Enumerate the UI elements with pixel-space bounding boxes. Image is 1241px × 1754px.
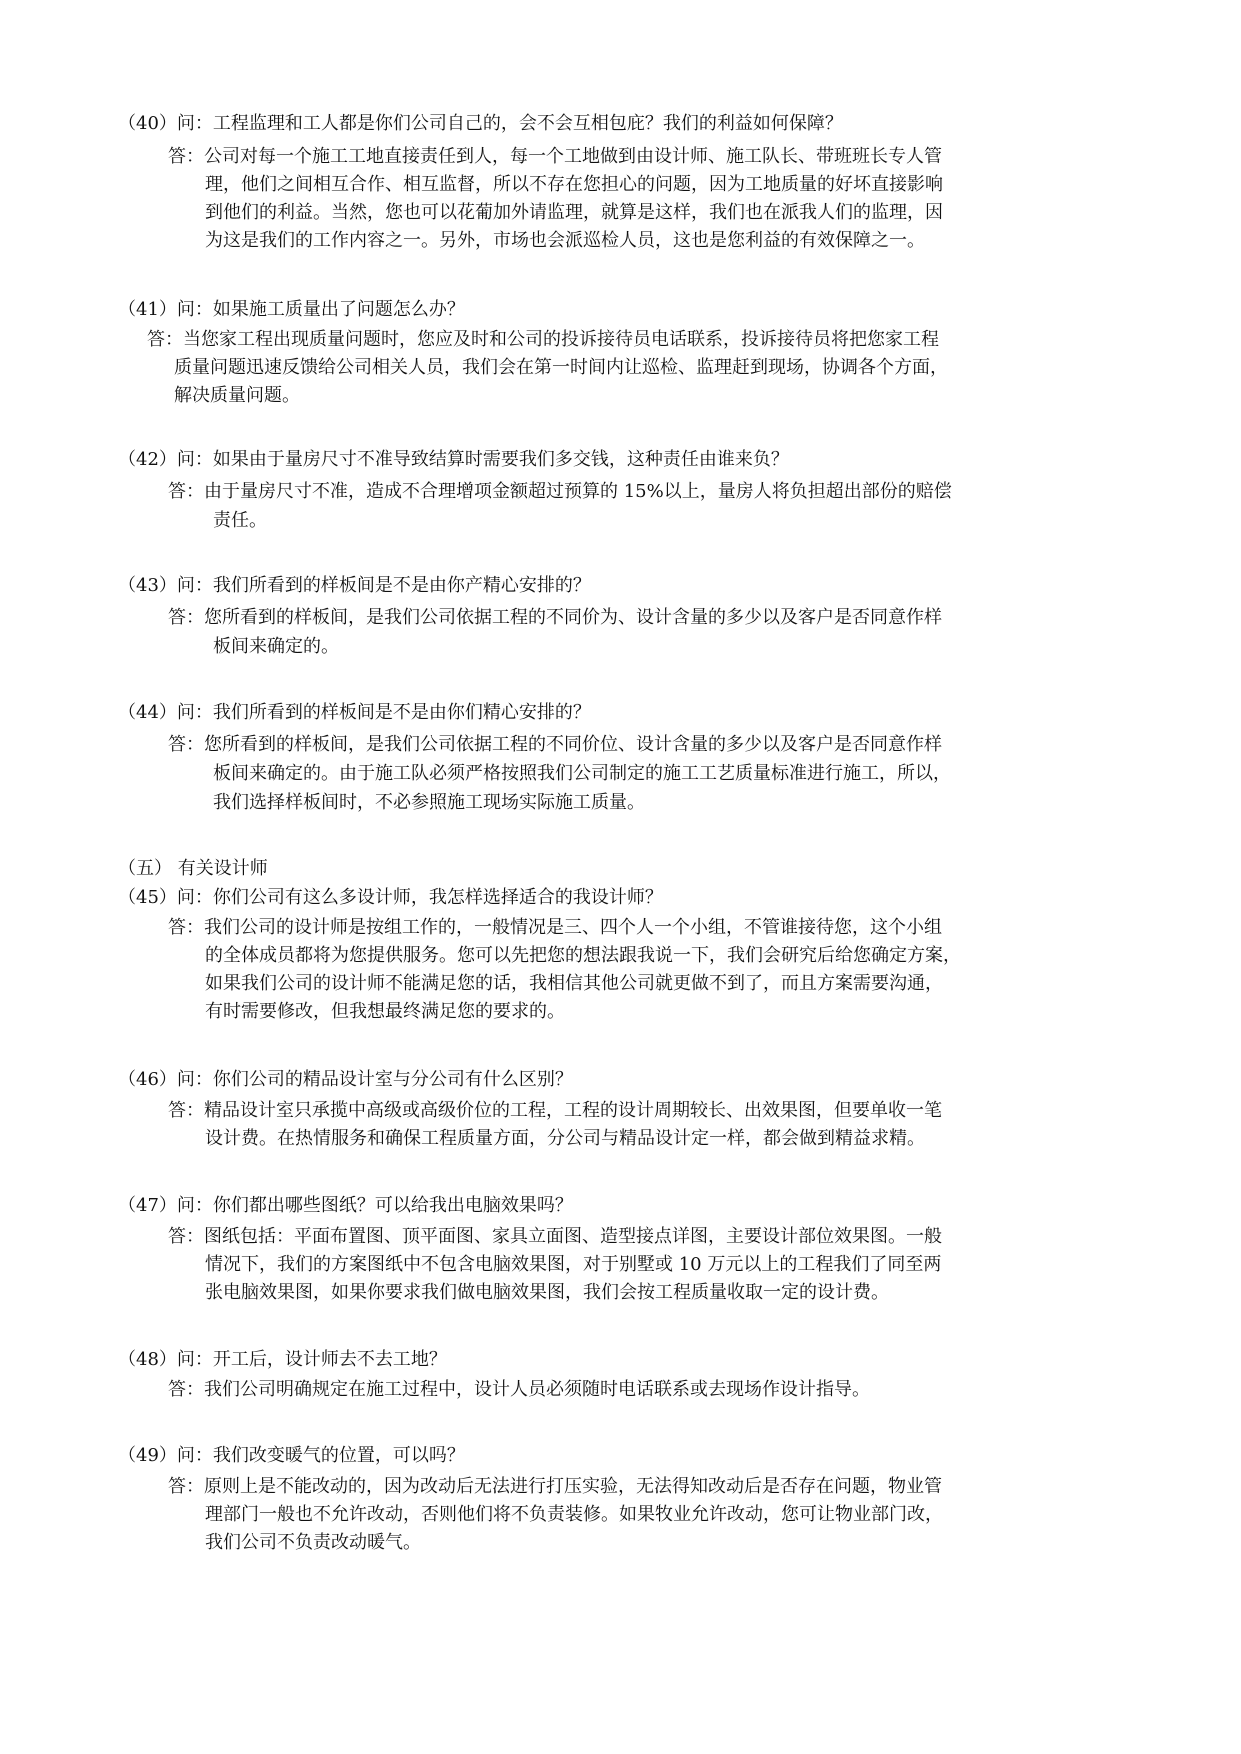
answer-line xyxy=(205,1251,941,1279)
answer-line xyxy=(213,789,645,817)
question-line xyxy=(118,572,591,600)
answer-text: 精品设计室只承揽中高级或高级价位的工程，工程的设计周期较长、出效果图，但要单收一笔 xyxy=(204,1100,942,1121)
answer-line xyxy=(168,1097,942,1125)
answer-line xyxy=(205,998,565,1026)
answer-text: 您所看到的样板间，是我们公司依据工程的不同价位、设计含量的多少以及客户是否同意作样 xyxy=(204,734,942,755)
answer-text: 公司对每一个施工工地直接责任到人，每一个工地做到由设计师、施工队长、带班班长专人管 xyxy=(204,146,942,167)
answer-line xyxy=(205,970,943,998)
section-title: 有关设计师 xyxy=(177,858,268,879)
answer-text: 我们公司明确规定在施工过程中，设计人员必须随时电话联系或去现场作设计指导。 xyxy=(204,1379,870,1400)
question-label: 问： xyxy=(176,702,213,723)
item-number: （48） xyxy=(118,1349,177,1370)
answer-label: 答： xyxy=(168,607,204,628)
question-label: 问： xyxy=(176,575,213,596)
answer-line xyxy=(168,1473,942,1501)
item-number: （40） xyxy=(118,113,177,134)
answer-line xyxy=(168,604,942,632)
question-line xyxy=(118,1346,447,1374)
answer-line xyxy=(213,760,951,788)
question-label: 问： xyxy=(176,299,213,320)
answer-text: 板间来确定的。 xyxy=(213,636,339,657)
answer-text: 由于量房尺寸不准，造成不合理增项金额超过预算的 15%以上，量房人将负担超出部份的赔偿 xyxy=(204,481,952,502)
answer-text: 情况下，我们的方案图纸中不包含电脑效果图，对于别墅或 10 万元以上的工程我们了同至两 xyxy=(205,1254,942,1275)
answer-text: 我们公司不负责改动暖气。 xyxy=(205,1532,421,1553)
answer-text: 当您家工程出现质量问题时，您应及时和公司的投诉接待员电话联系，投诉接待员将把您家工程 xyxy=(183,329,939,350)
answer-text: 您所看到的样板间，是我们公司依据工程的不同价为、设计含量的多少以及客户是否同意作样 xyxy=(204,607,942,628)
question-line xyxy=(118,884,663,912)
answer-text: 如果我们公司的设计师不能满足您的话，我相信其他公司就更做不到了，而且方案需要沟通， xyxy=(205,973,943,994)
answer-line xyxy=(168,478,952,506)
question-text: 我们所看到的样板间是不是由你产精心安排的？ xyxy=(212,575,591,596)
answer-text: 质量问题迅速反馈给公司相关人员，我们会在第一时间内让巡检、监理赶到现场，协调各个方面， xyxy=(174,357,948,378)
item-number: （44） xyxy=(118,702,177,723)
answer-label: 答： xyxy=(168,734,204,755)
answer-line xyxy=(205,227,925,255)
answer-text: 原则上是不能改动的，因为改动后无法进行打压实验，无法得知改动后是否存在问题，物业管 xyxy=(204,1476,942,1497)
answer-line xyxy=(168,1376,870,1404)
answer-label: 答： xyxy=(147,329,183,350)
question-text: 你们都出哪些图纸？可以给我出电脑效果吗？ xyxy=(212,1195,573,1216)
answer-line xyxy=(205,1279,889,1307)
question-label: 问： xyxy=(176,113,213,134)
item-number: （42） xyxy=(118,449,177,470)
answer-text: 责任。 xyxy=(213,510,267,531)
answer-text: 板间来确定的。由于施工队必须严格按照我们公司制定的施工工艺质量标准进行施工，所以， xyxy=(213,763,951,784)
answer-text: 我们公司的设计师是按组工作的，一般情况是三、四个人一个小组，不管谁接待您，这个小组 xyxy=(204,917,942,938)
question-text: 开工后，设计师去不去工地？ xyxy=(212,1349,447,1370)
answer-label: 答： xyxy=(168,1476,204,1497)
question-text: 如果由于量房尺寸不准导致结算时需要我们多交钱，这种责任由谁来负？ xyxy=(212,449,789,470)
answer-line xyxy=(168,914,942,942)
question-label: 问： xyxy=(176,887,213,908)
item-number: （46） xyxy=(118,1069,177,1090)
answer-text: 到他们的利益。当然，您也可以花葡加外请监理，就算是这样，我们也在派我人们的监理，因 xyxy=(205,202,943,223)
answer-text: 张电脑效果图，如果你要求我们做电脑效果图，我们会按工程质量收取一定的设计费。 xyxy=(205,1282,889,1303)
question-text: 我们所看到的样板间是不是由你们精心安排的？ xyxy=(212,702,591,723)
section-heading xyxy=(118,855,268,883)
answer-line xyxy=(205,171,943,199)
question-label: 问： xyxy=(176,449,213,470)
answer-line xyxy=(174,382,300,410)
answer-line xyxy=(168,143,942,171)
item-number: （41） xyxy=(118,299,177,320)
answer-text: 为这是我们的工作内容之一。另外，市场也会派巡检人员，这也是您利益的有效保障之一。 xyxy=(205,230,925,251)
item-number: （49） xyxy=(118,1445,177,1466)
answer-text: 理，他们之间相互合作、相互监督，所以不存在您担心的问题，因为工地质量的好坏直接影响 xyxy=(205,174,943,195)
answer-line xyxy=(205,1529,421,1557)
question-label: 问： xyxy=(176,1445,213,1466)
answer-label: 答： xyxy=(168,917,204,938)
answer-text: 有时需要修改，但我想最终满足您的要求的。 xyxy=(205,1001,565,1022)
answer-line xyxy=(205,942,961,970)
answer-text: 图纸包括：平面布置图、顶平面图、家具立面图、造型接点详图，主要设计部位效果图。一般 xyxy=(204,1226,942,1247)
item-number: （43） xyxy=(118,575,177,596)
answer-line xyxy=(213,507,267,535)
answer-line xyxy=(205,1501,943,1529)
answer-label: 答： xyxy=(168,146,204,167)
question-text: 工程监理和工人都是你们公司自己的，会不会互相包庇？我们的利益如何保障？ xyxy=(212,113,843,134)
answer-label: 答： xyxy=(168,1226,204,1247)
question-label: 问： xyxy=(176,1069,213,1090)
answer-line xyxy=(213,633,339,661)
item-number: （45） xyxy=(118,887,177,908)
question-line xyxy=(118,699,591,727)
answer-text: 我们选择样板间时，不必参照施工现场实际施工质量。 xyxy=(213,792,645,813)
answer-text: 解决质量问题。 xyxy=(174,385,300,406)
item-number: （47） xyxy=(118,1195,177,1216)
answer-line xyxy=(168,731,942,759)
answer-text: 理部门一般也不允许改动，否则他们将不负责装修。如果牧业允许改动，您可让物业部门改， xyxy=(205,1504,943,1525)
question-text: 你们公司的精品设计室与分公司有什么区别？ xyxy=(212,1069,573,1090)
answer-line xyxy=(168,1223,942,1251)
answer-line xyxy=(174,354,948,382)
section-number: （五） xyxy=(118,858,172,879)
answer-label: 答： xyxy=(168,1379,204,1400)
question-line xyxy=(118,1066,573,1094)
answer-line xyxy=(205,199,943,227)
answer-line xyxy=(147,326,939,354)
question-line xyxy=(118,296,465,324)
question-line xyxy=(118,1442,465,1470)
question-line xyxy=(118,446,789,474)
question-text: 我们改变暖气的位置，可以吗？ xyxy=(212,1445,465,1466)
question-text: 你们公司有这么多设计师，我怎样选择适合的我设计师？ xyxy=(212,887,663,908)
question-label: 问： xyxy=(176,1195,213,1216)
question-label: 问： xyxy=(176,1349,213,1370)
answer-label: 答： xyxy=(168,1100,204,1121)
question-line xyxy=(118,110,843,138)
question-text: 如果施工质量出了问题怎么办？ xyxy=(212,299,465,320)
answer-text: 的全体成员都将为您提供服务。您可以先把您的想法跟我说一下，我们会研究后给您确定方案， xyxy=(205,945,961,966)
answer-label: 答： xyxy=(168,481,204,502)
answer-line xyxy=(205,1125,925,1153)
answer-text: 设计费。在热情服务和确保工程质量方面，分公司与精品设计定一样，都会做到精益求精。 xyxy=(205,1128,925,1149)
question-line xyxy=(118,1192,573,1220)
